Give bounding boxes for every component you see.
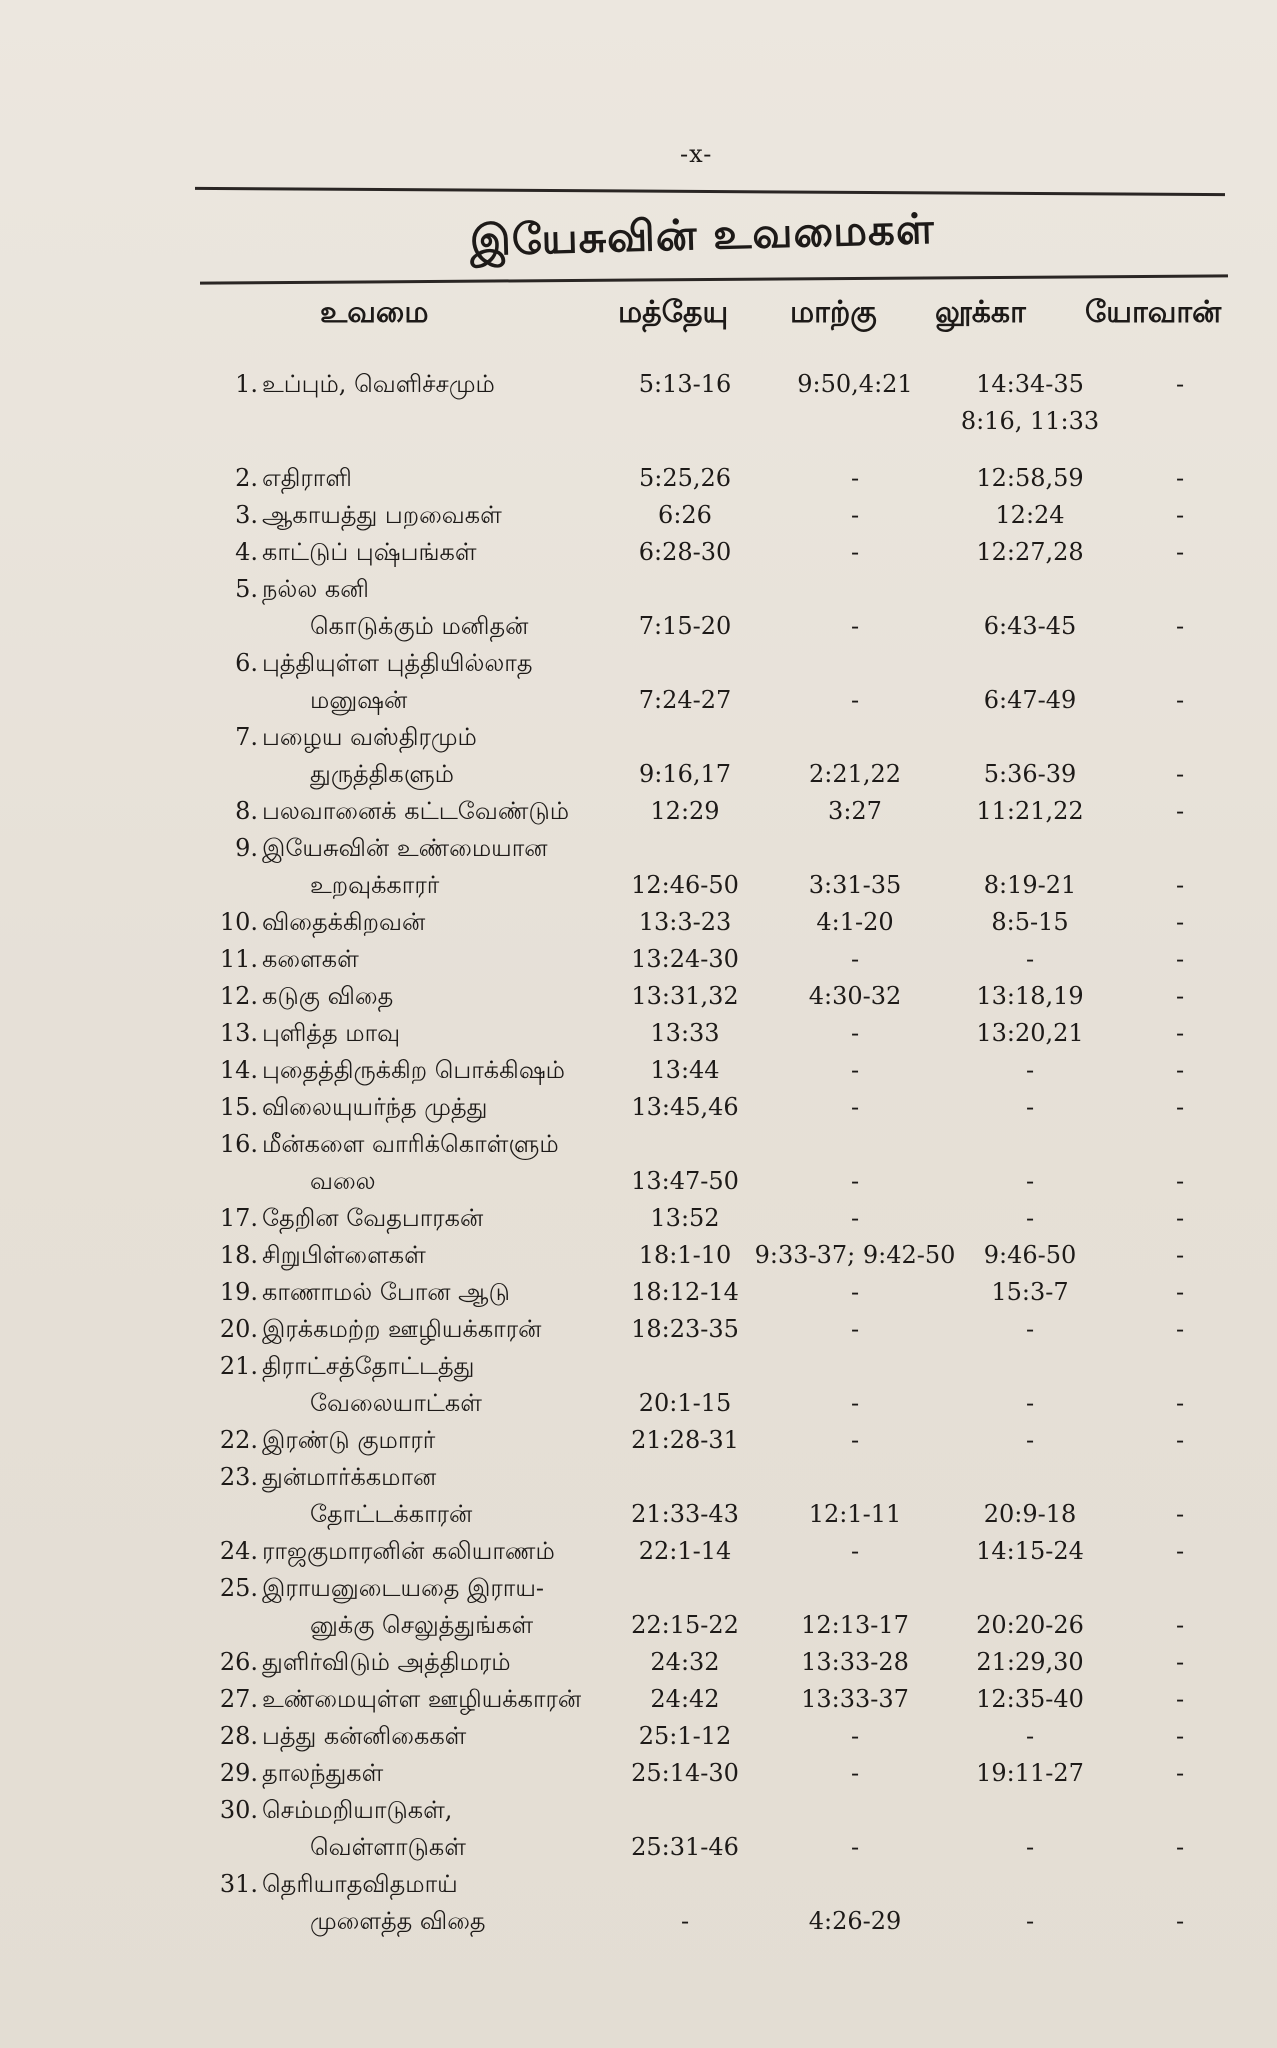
luke-ref: 13:20,21 bbox=[976, 1019, 1084, 1047]
table-row bbox=[0, 1722, 1277, 1759]
mark-ref: - bbox=[850, 612, 860, 640]
parable-name: ஆகாயத்து பறவைகள் bbox=[262, 501, 502, 529]
page-number: -x- bbox=[680, 140, 713, 168]
matthew-ref: 13:31,32 bbox=[631, 982, 739, 1010]
luke-ref: - bbox=[1025, 1722, 1035, 1750]
parable-name-continued: வலை bbox=[310, 1167, 376, 1195]
top-rule bbox=[195, 187, 1225, 196]
mark-ref: 9:50,4:21 bbox=[797, 370, 913, 398]
mark-ref: 3:27 bbox=[828, 797, 882, 825]
title-rule bbox=[200, 274, 1228, 284]
row-number: 23. bbox=[219, 1463, 258, 1491]
matthew-ref: 12:29 bbox=[650, 797, 720, 825]
luke-ref-extra: 8:16, 11:33 bbox=[960, 407, 1100, 435]
matthew-ref: 13:44 bbox=[650, 1056, 720, 1084]
luke-ref: 9:46-50 bbox=[983, 1241, 1077, 1269]
mark-ref: 4:1-20 bbox=[816, 908, 894, 936]
row-number: 20. bbox=[219, 1315, 258, 1343]
parable-name: உப்பும், வெளிச்சமும் bbox=[262, 370, 495, 398]
row-number: 16. bbox=[219, 1130, 258, 1158]
luke-ref: 12:58,59 bbox=[976, 464, 1084, 492]
parable-name: இராயனுடையதை இராய- bbox=[262, 1574, 545, 1602]
table-row bbox=[0, 1796, 1277, 1861]
parable-name-continued: வெள்ளாடுகள் bbox=[310, 1833, 466, 1861]
table-row bbox=[0, 945, 1277, 982]
john-ref: - bbox=[1175, 1759, 1185, 1787]
parable-name-continued: தோட்டக்காரன் bbox=[310, 1500, 473, 1528]
john-ref: - bbox=[1175, 1241, 1185, 1269]
mark-ref: - bbox=[850, 686, 860, 714]
parable-name-continued: துருத்திகளும் bbox=[310, 760, 454, 788]
parable-name: காணாமல் போன ஆடு bbox=[262, 1278, 510, 1306]
table-row bbox=[0, 464, 1277, 501]
table-row bbox=[0, 908, 1277, 945]
table-row bbox=[0, 1685, 1277, 1722]
john-ref: - bbox=[1175, 686, 1185, 714]
table-row bbox=[0, 1315, 1277, 1352]
table-row bbox=[0, 1056, 1277, 1093]
mark-ref: - bbox=[850, 1537, 860, 1565]
parable-name: புளித்த மாவு bbox=[262, 1019, 401, 1047]
matthew-ref: 7:24-27 bbox=[638, 686, 732, 714]
luke-ref: - bbox=[1025, 1093, 1035, 1121]
luke-ref: 19:11-27 bbox=[976, 1759, 1084, 1787]
john-ref: - bbox=[1175, 1426, 1185, 1454]
parable-name: விதைக்கிறவன் bbox=[262, 908, 426, 936]
parable-name: உண்மையுள்ள ஊழியக்காரன் bbox=[262, 1685, 582, 1713]
mark-ref: - bbox=[850, 1204, 860, 1232]
parable-name: துளிர்விடும் அத்திமரம் bbox=[262, 1648, 511, 1676]
parable-name: பத்து கன்னிகைகள் bbox=[262, 1722, 467, 1750]
row-number: 3. bbox=[235, 501, 258, 529]
row-number: 22. bbox=[219, 1426, 258, 1454]
mark-ref: - bbox=[850, 945, 860, 973]
luke-ref: 12:24 bbox=[995, 501, 1065, 529]
row-number: 7. bbox=[235, 723, 258, 751]
matthew-ref: 6:26 bbox=[658, 501, 712, 529]
luke-ref: 6:47-49 bbox=[983, 686, 1077, 714]
row-number: 26. bbox=[219, 1648, 258, 1676]
matthew-ref: 5:25,26 bbox=[638, 464, 732, 492]
table-row bbox=[0, 834, 1277, 899]
row-number: 11. bbox=[219, 945, 258, 973]
john-ref: - bbox=[1175, 538, 1185, 566]
table-row bbox=[0, 1352, 1277, 1417]
matthew-ref: 13:3-23 bbox=[638, 908, 732, 936]
parable-name-continued: வேலையாட்கள் bbox=[310, 1389, 482, 1417]
luke-ref: - bbox=[1025, 1389, 1035, 1417]
matthew-ref: 21:28-31 bbox=[631, 1426, 739, 1454]
row-number: 18. bbox=[219, 1241, 258, 1269]
row-number: 17. bbox=[219, 1204, 258, 1232]
john-ref: - bbox=[1175, 1056, 1185, 1084]
john-ref: - bbox=[1175, 982, 1185, 1010]
john-ref: - bbox=[1175, 1389, 1185, 1417]
parable-name: இரக்கமற்ற ஊழியக்காரன் bbox=[262, 1315, 542, 1343]
header-john: யோவான் bbox=[1085, 295, 1222, 330]
luke-ref: 12:27,28 bbox=[976, 538, 1084, 566]
mark-ref: - bbox=[850, 1093, 860, 1121]
luke-ref: 20:9-18 bbox=[983, 1500, 1077, 1528]
john-ref: - bbox=[1175, 1685, 1185, 1713]
matthew-ref: 22:1-14 bbox=[638, 1537, 732, 1565]
parable-name: தெரியாதவிதமாய் bbox=[262, 1870, 458, 1898]
john-ref: - bbox=[1175, 1722, 1185, 1750]
john-ref: - bbox=[1175, 1611, 1185, 1639]
parable-name-continued: உறவுக்காரர் bbox=[310, 871, 440, 899]
john-ref: - bbox=[1175, 1500, 1185, 1528]
matthew-ref: 22:15-22 bbox=[631, 1611, 739, 1639]
matthew-ref: 12:46-50 bbox=[631, 871, 739, 899]
table-row bbox=[0, 1093, 1277, 1130]
john-ref: - bbox=[1175, 370, 1185, 398]
parable-name: சிறுபிள்ளைகள் bbox=[262, 1241, 426, 1269]
luke-ref: - bbox=[1025, 1907, 1035, 1935]
luke-ref: 11:21,22 bbox=[976, 797, 1084, 825]
table-row bbox=[0, 370, 1277, 435]
mark-ref: - bbox=[850, 1019, 860, 1047]
table-row bbox=[0, 982, 1277, 1019]
table-row bbox=[0, 1537, 1277, 1574]
parable-name-continued: னுக்கு செலுத்துங்கள் bbox=[310, 1611, 534, 1639]
mark-ref: - bbox=[850, 1315, 860, 1343]
luke-ref: 6:43-45 bbox=[983, 612, 1077, 640]
header-mark: மாற்கு bbox=[790, 295, 877, 330]
parable-name: புத்தியுள்ள புத்தியில்லாத bbox=[262, 649, 533, 677]
john-ref: - bbox=[1175, 464, 1185, 492]
row-number: 13. bbox=[219, 1019, 258, 1047]
matthew-ref: 13:24-30 bbox=[631, 945, 739, 973]
matthew-ref: 24:32 bbox=[650, 1648, 720, 1676]
luke-ref: 14:34-35 bbox=[976, 370, 1084, 398]
luke-ref: 8:5-15 bbox=[991, 908, 1069, 936]
john-ref: - bbox=[1175, 1315, 1185, 1343]
john-ref: - bbox=[1175, 1537, 1185, 1565]
mark-ref: - bbox=[850, 1167, 860, 1195]
parable-name: தேறின வேதபாரகன் bbox=[262, 1204, 484, 1232]
mark-ref: - bbox=[850, 1833, 860, 1861]
mark-ref: 12:13-17 bbox=[801, 1611, 909, 1639]
row-number: 15. bbox=[219, 1093, 258, 1121]
john-ref: - bbox=[1175, 760, 1185, 788]
john-ref: - bbox=[1175, 1833, 1185, 1861]
parable-name: களைகள் bbox=[262, 945, 359, 973]
matthew-ref: 5:13-16 bbox=[638, 370, 732, 398]
luke-ref: 20:20-26 bbox=[976, 1611, 1084, 1639]
mark-ref: 4:30-32 bbox=[808, 982, 902, 1010]
mark-ref: - bbox=[850, 464, 860, 492]
luke-ref: 15:3-7 bbox=[991, 1278, 1069, 1306]
luke-ref: - bbox=[1025, 1167, 1035, 1195]
parable-name: எதிராளி bbox=[262, 464, 352, 492]
parable-name: நல்ல கனி bbox=[262, 575, 369, 603]
row-number: 30. bbox=[219, 1796, 258, 1824]
matthew-ref: 25:31-46 bbox=[631, 1833, 739, 1861]
mark-ref: - bbox=[850, 1722, 860, 1750]
row-number: 28. bbox=[219, 1722, 258, 1750]
john-ref: - bbox=[1175, 1278, 1185, 1306]
luke-ref: 5:36-39 bbox=[983, 760, 1077, 788]
row-number: 19. bbox=[219, 1278, 258, 1306]
table-row bbox=[0, 1278, 1277, 1315]
matthew-ref: 13:33 bbox=[650, 1019, 720, 1047]
john-ref: - bbox=[1175, 908, 1185, 936]
mark-ref: 13:33-37 bbox=[801, 1685, 909, 1713]
matthew-ref: 18:23-35 bbox=[631, 1315, 739, 1343]
row-number: 21. bbox=[219, 1352, 258, 1380]
john-ref: - bbox=[1175, 612, 1185, 640]
parable-name: கடுகு விதை bbox=[262, 982, 394, 1010]
parable-name: ராஜகுமாரனின் கலியாணம் bbox=[262, 1537, 555, 1565]
john-ref: - bbox=[1175, 1907, 1185, 1935]
parable-name: விலையுயர்ந்த முத்து bbox=[262, 1093, 488, 1121]
matthew-ref: 18:12-14 bbox=[631, 1278, 739, 1306]
mark-ref: - bbox=[850, 1759, 860, 1787]
row-number: 24. bbox=[219, 1537, 258, 1565]
parable-name: இரண்டு குமாரர் bbox=[262, 1426, 436, 1454]
row-number: 9. bbox=[235, 834, 258, 862]
parable-name: இயேசுவின் உண்மையான bbox=[262, 834, 548, 862]
matthew-ref: - bbox=[680, 1907, 690, 1935]
matthew-ref: 6:28-30 bbox=[638, 538, 732, 566]
row-number: 8. bbox=[235, 797, 258, 825]
mark-ref: 12:1-11 bbox=[808, 1500, 902, 1528]
john-ref: - bbox=[1175, 945, 1185, 973]
table-row bbox=[0, 1574, 1277, 1639]
parable-name-continued: கொடுக்கும் மனிதன் bbox=[310, 612, 529, 640]
matthew-ref: 18:1-10 bbox=[638, 1241, 732, 1269]
mark-ref: - bbox=[850, 1056, 860, 1084]
table-row bbox=[0, 723, 1277, 788]
parable-name: துன்மார்க்கமான bbox=[262, 1463, 437, 1491]
luke-ref: 13:18,19 bbox=[976, 982, 1084, 1010]
row-number: 31. bbox=[219, 1870, 258, 1898]
matthew-ref: 24:42 bbox=[650, 1685, 720, 1713]
table-row bbox=[0, 538, 1277, 575]
header-matthew: மத்தேயு bbox=[618, 295, 729, 330]
parable-name: புதைத்திருக்கிற பொக்கிஷம் bbox=[262, 1056, 565, 1084]
parable-name: தாலந்துகள் bbox=[262, 1759, 384, 1787]
table-row bbox=[0, 1759, 1277, 1796]
matthew-ref: 7:15-20 bbox=[638, 612, 732, 640]
table-row bbox=[0, 501, 1277, 538]
mark-ref: 9:33-37; 9:42-50 bbox=[754, 1241, 956, 1269]
page-title: இயேசுவின் உவமைகள் bbox=[469, 203, 936, 266]
luke-ref: - bbox=[1025, 1833, 1035, 1861]
mark-ref: - bbox=[850, 538, 860, 566]
table-row bbox=[0, 1241, 1277, 1278]
header-parable: உவமை bbox=[320, 295, 429, 330]
row-number: 5. bbox=[235, 575, 258, 603]
luke-ref: - bbox=[1025, 1426, 1035, 1454]
john-ref: - bbox=[1175, 1648, 1185, 1676]
parable-name: மீன்களை வாரிக்கொள்ளும் bbox=[262, 1130, 559, 1158]
table-row bbox=[0, 1130, 1277, 1195]
parable-name: காட்டுப் புஷ்பங்கள் bbox=[262, 538, 477, 566]
mark-ref: 2:21,22 bbox=[808, 760, 902, 788]
mark-ref: - bbox=[850, 1389, 860, 1417]
luke-ref: - bbox=[1025, 945, 1035, 973]
matthew-ref: 21:33-43 bbox=[631, 1500, 739, 1528]
matthew-ref: 9:16,17 bbox=[638, 760, 732, 788]
matthew-ref: 20:1-15 bbox=[638, 1389, 732, 1417]
mark-ref: 4:26-29 bbox=[808, 1907, 902, 1935]
row-number: 10. bbox=[219, 908, 258, 936]
mark-ref: - bbox=[850, 1426, 860, 1454]
row-number: 25. bbox=[219, 1574, 258, 1602]
mark-ref: 13:33-28 bbox=[801, 1648, 909, 1676]
parable-name: திராட்சத்தோட்டத்து bbox=[262, 1352, 475, 1380]
john-ref: - bbox=[1175, 1204, 1185, 1232]
row-number: 4. bbox=[235, 538, 258, 566]
parable-name-continued: முளைத்த விதை bbox=[310, 1907, 486, 1935]
john-ref: - bbox=[1175, 1167, 1185, 1195]
luke-ref: 14:15-24 bbox=[976, 1537, 1084, 1565]
row-number: 27. bbox=[219, 1685, 258, 1713]
row-number: 2. bbox=[235, 464, 258, 492]
header-luke: லூக்கா bbox=[935, 295, 1026, 330]
john-ref: - bbox=[1175, 797, 1185, 825]
john-ref: - bbox=[1175, 1093, 1185, 1121]
row-number: 29. bbox=[219, 1759, 258, 1787]
mark-ref: - bbox=[850, 501, 860, 529]
table-row bbox=[0, 1019, 1277, 1056]
john-ref: - bbox=[1175, 501, 1185, 529]
matthew-ref: 25:14-30 bbox=[631, 1759, 739, 1787]
table-row bbox=[0, 649, 1277, 714]
matthew-ref: 13:52 bbox=[650, 1204, 720, 1232]
table-row bbox=[0, 1204, 1277, 1241]
mark-ref: 3:31-35 bbox=[808, 871, 902, 899]
row-number: 6. bbox=[235, 649, 258, 677]
table-row bbox=[0, 1426, 1277, 1463]
luke-ref: - bbox=[1025, 1315, 1035, 1343]
luke-ref: - bbox=[1025, 1204, 1035, 1232]
john-ref: - bbox=[1175, 1019, 1185, 1047]
luke-ref: 8:19-21 bbox=[983, 871, 1077, 899]
row-number: 12. bbox=[219, 982, 258, 1010]
table-row bbox=[0, 575, 1277, 640]
matthew-ref: 13:45,46 bbox=[631, 1093, 739, 1121]
row-number: 14. bbox=[219, 1056, 258, 1084]
john-ref: - bbox=[1175, 871, 1185, 899]
parable-name: பலவானைக் கட்டவேண்டும் bbox=[262, 797, 570, 825]
table-row bbox=[0, 1648, 1277, 1685]
luke-ref: - bbox=[1025, 1056, 1035, 1084]
luke-ref: 21:29,30 bbox=[976, 1648, 1084, 1676]
table-row bbox=[0, 1870, 1277, 1935]
table-row bbox=[0, 797, 1277, 834]
luke-ref: 12:35-40 bbox=[976, 1685, 1084, 1713]
row-number: 1. bbox=[235, 370, 258, 398]
matthew-ref: 25:1-12 bbox=[638, 1722, 732, 1750]
table-row bbox=[0, 1463, 1277, 1528]
parable-name: செம்மறியாடுகள், bbox=[262, 1796, 453, 1824]
matthew-ref: 13:47-50 bbox=[631, 1167, 739, 1195]
parable-name-continued: மனுஷன் bbox=[310, 686, 408, 714]
mark-ref: - bbox=[850, 1278, 860, 1306]
parable-name: பழைய வஸ்திரமும் bbox=[262, 723, 477, 751]
